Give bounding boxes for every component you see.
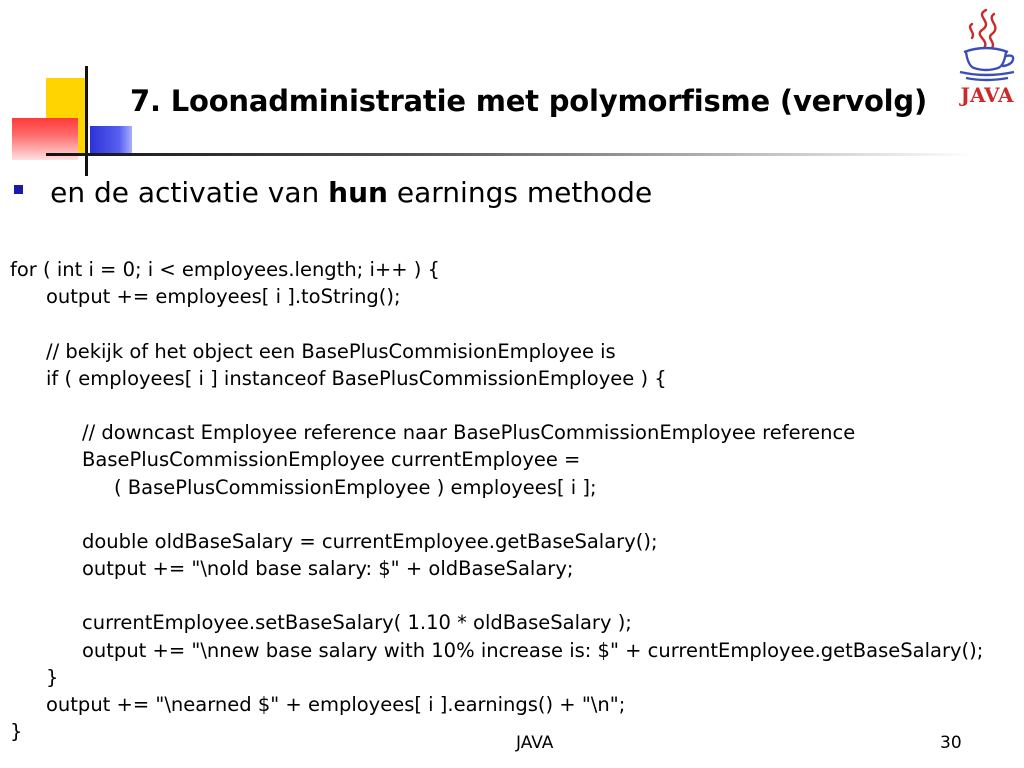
code-blank-line bbox=[10, 501, 983, 528]
bullet-text-end: earnings methode bbox=[396, 176, 653, 209]
code-line: } bbox=[10, 720, 23, 744]
code-line: if ( employees[ i ] instanceof BasePlusCommissionEmployee ) { bbox=[46, 366, 667, 390]
code-line: currentEmployee.setBaseSalary( 1.10 * oldBaseSalary ); bbox=[82, 611, 632, 635]
title-underline bbox=[46, 153, 976, 156]
slide-title: 7. Loonadministratie met polymorfisme (vervolg) bbox=[130, 84, 928, 118]
bullet-text-bold: hun bbox=[328, 176, 388, 209]
code-line: ( BasePlusCommissionEmployee ) employees[ i ]; bbox=[114, 475, 597, 499]
code-line: output += "\nnew base salary with 10% increase is: $" + currentEmployee.getBaseSalary(); bbox=[82, 638, 984, 662]
code-comment-line: // downcast Employee reference naar BasePlusCommissionEmployee reference bbox=[82, 421, 856, 445]
code-line: output += "\nearned $" + employees[ i ].earnings() + "\n"; bbox=[46, 693, 626, 716]
code-blank-line bbox=[10, 392, 983, 419]
code-comment-line: // bekijk of het object een BasePlusCommisionEmployee is bbox=[46, 339, 616, 363]
code-blank-line bbox=[10, 310, 983, 337]
java-logo-icon bbox=[950, 4, 1024, 108]
decorative-blue-square bbox=[90, 126, 132, 156]
code-blank-line bbox=[10, 582, 983, 609]
code-line: BasePlusCommissionEmployee currentEmployee = bbox=[82, 448, 581, 472]
decorative-vertical-line bbox=[85, 66, 88, 176]
code-line: for ( int i = 0; i < employees.length; i++ ) { bbox=[10, 258, 440, 281]
bullet-square-icon bbox=[14, 185, 23, 194]
code-line: output += employees[ i ].toString(); bbox=[46, 285, 401, 309]
code-block bbox=[10, 256, 983, 745]
page-number: 30 bbox=[940, 733, 962, 753]
bullet-item bbox=[14, 176, 652, 209]
footer-label: JAVA bbox=[516, 733, 554, 753]
bullet-text bbox=[50, 176, 652, 209]
code-line: } bbox=[46, 665, 59, 689]
java-logo-text: JAVA bbox=[960, 83, 1014, 107]
code-line: double oldBaseSalary = currentEmployee.getBaseSalary(); bbox=[82, 529, 658, 553]
code-line: output += "\nold base salary: $" + oldBaseSalary; bbox=[82, 557, 574, 581]
bullet-text-start: en de activatie van bbox=[50, 176, 320, 209]
